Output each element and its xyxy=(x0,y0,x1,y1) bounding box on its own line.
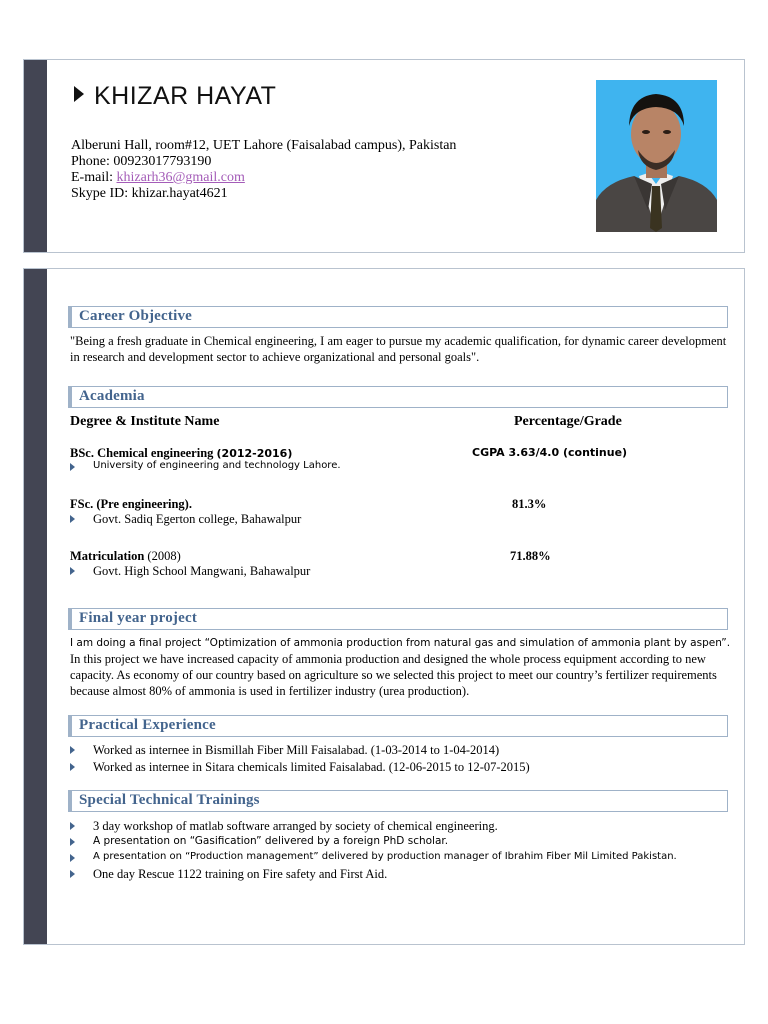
email-line: E-mail: khizarh36@gmail.com xyxy=(71,170,245,185)
skype-id: Skype ID: khizar.hayat4621 xyxy=(71,186,228,201)
bullet-icon xyxy=(70,463,75,471)
degree-grade: CGPA 3.63/4.0 (continue) xyxy=(472,446,628,459)
body-card: Career Objective "Being a fresh graduate in Chemical engineering, I am eager to pursue my academic qualification, for dynamic career development in research and development sector to achieve organizational and personal goals". Academia Degree & Institute Name Percentage/Grade BSc. Chemical engineering (2012-2016) CGPA 3.63/4.0 (continue) University of engineering and technology Lahore. FSc. (Pre engineering). 81.3% Govt. Sadiq Egerton college, Bahawalpur Matriculation (2008) 71.88% Govt. High School Mangwani, Bahawalpur Final year project I am doing a final project “Optimization of ammonia production from natural gas and simulation of ammonia plant by aspen”. In this project we have increased capacity of ammonia production and designed the whole process equipment according to new capacity. As economy of our country based on agriculture so we selected this project to meet our country’s fertilizer requirements because almost 80% of ammonia is used in fertilizer industry (urea production). Practical Experience Worked as internee in Bismillah Fiber Mill Faisalabad. (1-03-2014 to 1-04-2014) Worked as internee in Sitara chemicals limited Faisalabad. (12-06-2015 to 12-07-2015) Special Technical Trainings 3 day workshop of matlab software arranged by society of chemical engineering. A presentation on “Gasification” delivered by a foreign PhD scholar. A presentation on “Production management” delivered by production manager of Ibrahim Fiber Mil Limited Pakistan. One day Rescue 1122 training on Fire safety and First Aid. xyxy=(23,268,745,945)
practical-experience-heading: Practical Experience xyxy=(68,715,728,737)
academia-heading: Academia xyxy=(68,386,728,408)
special-trainings-heading: Special Technical Trainings xyxy=(68,790,728,812)
caret-right-icon xyxy=(74,86,84,102)
bullet-icon xyxy=(70,838,75,846)
email-link[interactable]: khizarh36@gmail.com xyxy=(116,170,245,185)
degree-grade: 71.88% xyxy=(510,549,551,563)
bullet-icon xyxy=(70,854,75,862)
career-objective-heading: Career Objective xyxy=(68,306,728,328)
project-text: I am doing a final project “Optimization of ammonia production from natural gas and simulation of ammonia plant by aspen”. In this project we have increased capacity of ammonia production and designed the whole process equipment according to new capacity. As economy of our country based on agriculture so we selected this project to meet our country’s fertilizer requirements because almost 80% of ammonia is used in fertilizer industry (urea production). xyxy=(70,637,731,698)
bullet-icon xyxy=(70,822,75,830)
bullet-icon xyxy=(70,763,75,771)
body-sidebar-bar xyxy=(24,269,47,944)
header-card xyxy=(23,59,745,253)
final-year-project-heading: Final year project xyxy=(68,608,728,630)
candidate-name: KHIZAR HAYAT xyxy=(74,82,276,111)
bullet-icon xyxy=(70,870,75,878)
degree-grade: 81.3% xyxy=(512,497,547,511)
profile-photo xyxy=(596,80,717,232)
career-objective-text: "Being a fresh graduate in Chemical engineering, I am eager to pursue my academic qualification, for dynamic career development in research and development sector to achieve organizational and personal goals". xyxy=(70,334,727,364)
degree-title: BSc. Chemical engineering (2012-2016) xyxy=(70,446,293,460)
degree-title: Matriculation (2008) xyxy=(70,549,181,563)
bullet-icon xyxy=(70,746,75,754)
bullet-icon xyxy=(70,515,75,523)
bullet-icon xyxy=(70,567,75,575)
contact-block xyxy=(71,138,456,202)
phone: Phone: 00923017793190 xyxy=(71,154,212,169)
degree-column-header: Degree & Institute Name xyxy=(70,414,220,429)
address: Alberuni Hall, room#12, UET Lahore (Faisalabad campus), Pakistan xyxy=(71,138,457,153)
header-sidebar-bar xyxy=(24,60,47,252)
degree-title: FSc. (Pre engineering). xyxy=(70,497,192,511)
grade-column-header: Percentage/Grade xyxy=(514,414,622,429)
